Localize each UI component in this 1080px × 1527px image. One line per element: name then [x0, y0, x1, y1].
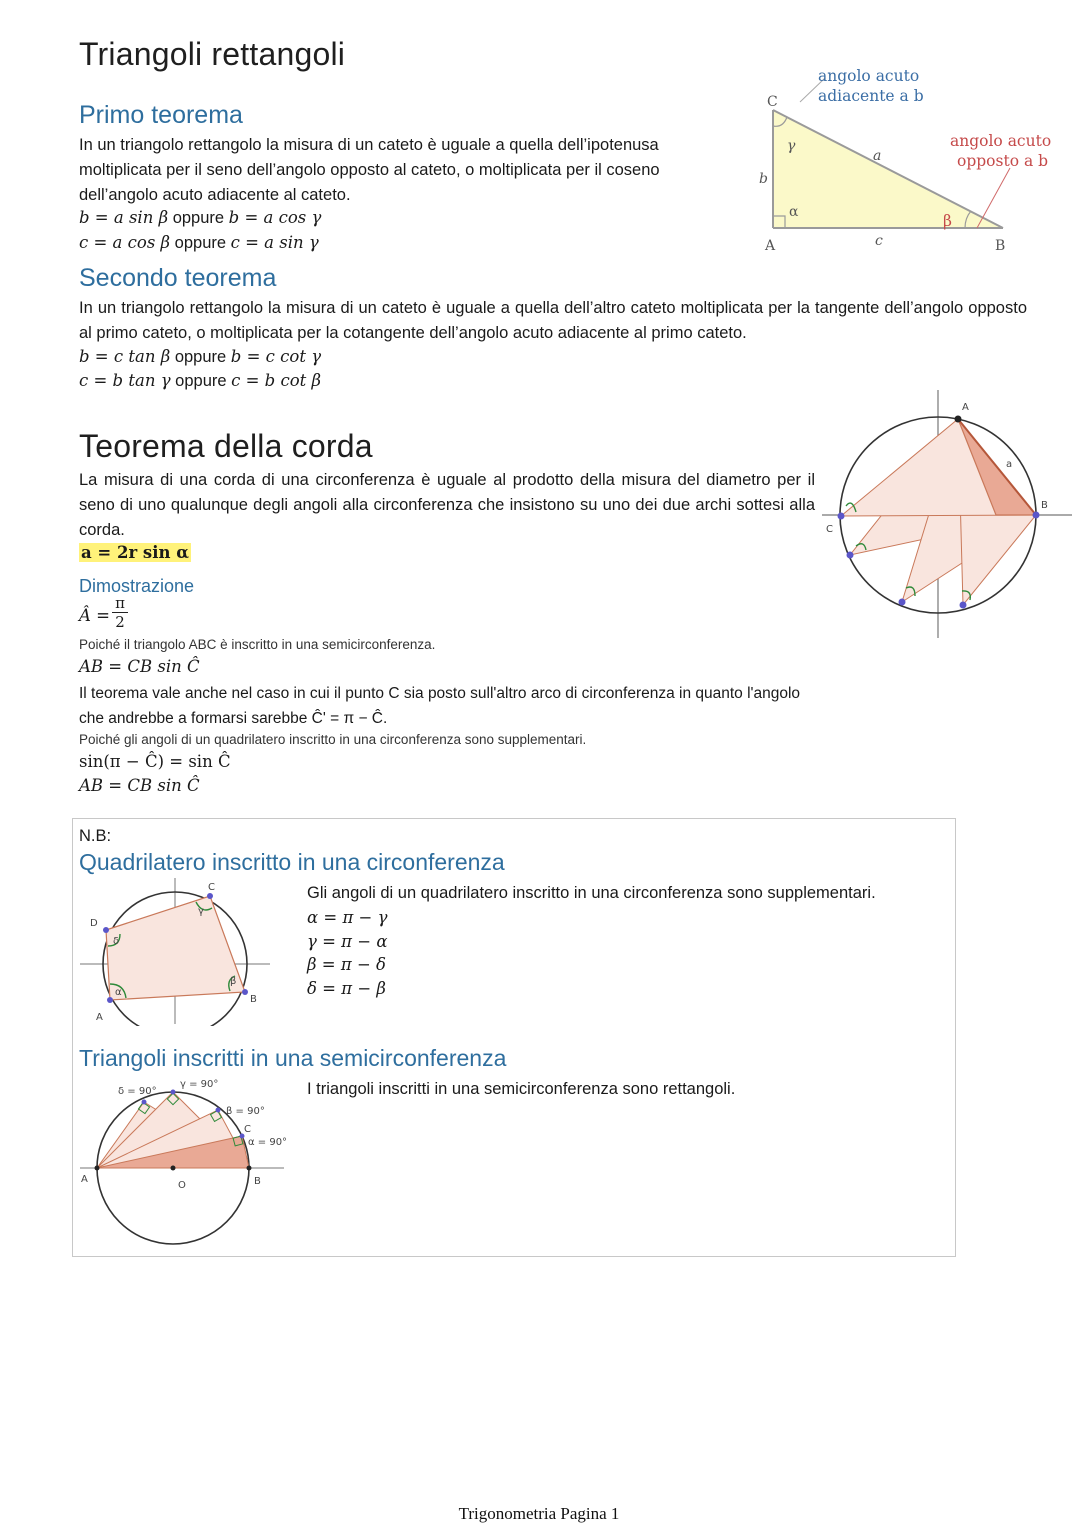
- page-title: Triangoli rettangoli: [79, 36, 346, 72]
- tri-text: I triangoli inscritti in una semicirconferenza sono rettangoli.: [307, 1080, 736, 1098]
- fraction-numerator: π: [115, 594, 125, 612]
- point-C1: [847, 552, 854, 559]
- side-c-label: c: [875, 233, 883, 249]
- label-beta-90: β = 90°: [226, 1106, 265, 1117]
- label-beta: β: [230, 976, 237, 987]
- point-B: [242, 989, 248, 995]
- label-O: O: [178, 1180, 186, 1191]
- point-delta: [142, 1100, 147, 1105]
- point-A: [95, 1166, 100, 1171]
- label-gamma-90: γ = 90°: [180, 1079, 219, 1090]
- pointer-opposite: [977, 168, 1010, 228]
- label-gamma: γ: [198, 906, 204, 917]
- point-B: [1033, 512, 1040, 519]
- page-footer: Trigonometria Pagina 1: [458, 1504, 620, 1523]
- secondo-teorema-text: In un triangolo rettangolo la misura di un cateto è uguale a quella dell’altro cateto moltiplicata per la tangente dell’angolo opposto al primo cateto, o moltiplicata per la cotangente dell’angolo acuto adiacente al primo cateto.: [79, 299, 1027, 342]
- label-A: A: [96, 1012, 103, 1023]
- heading-triangoli-semicirconferenza: Triangoli inscritti in una semicirconferenza: [79, 1045, 507, 1071]
- quad-eq-4: δ = π − β: [307, 979, 386, 998]
- label-D: D: [90, 918, 98, 929]
- vertex-B: B: [995, 238, 1006, 254]
- right-triangle-figure: [745, 60, 1070, 260]
- nb-label: N.B:: [79, 827, 112, 845]
- dimostrazione-heading: Dimostrazione: [79, 576, 195, 596]
- eq-ab-2: AB = CB sin Ĉ: [79, 776, 200, 795]
- corda-text-2: Il teorema vale anche nel caso in cui il punto C sia posto sull'altro arco di circonferenza in quanto l'angolo che andrebbe a formarsi sarebbe Ĉ' = π − Ĉ.: [79, 685, 801, 727]
- label-opposite-line2: opposto a b: [957, 152, 1049, 170]
- vertex-C: C: [767, 94, 778, 110]
- label-alpha-90: α = 90°: [248, 1137, 288, 1148]
- label-C: C: [208, 882, 215, 893]
- secondo-formula-1: b = c tan β oppure b = c cot γ: [79, 347, 322, 366]
- note-supplementari: Poiché gli angoli di un quadrilatero inscritto in una circonferenza sono supplementari.: [79, 732, 587, 747]
- quad-eq-3: β = π − δ: [307, 955, 386, 974]
- quad-eq-2: γ = π − α: [307, 932, 388, 951]
- point-O: [171, 1166, 176, 1171]
- label-opposite-line1: angolo acuto: [950, 132, 1052, 150]
- gamma-label: γ: [787, 138, 796, 154]
- primo-formula-2: c = a cos β oppure c = a sin γ: [79, 233, 319, 252]
- point-B: [247, 1166, 252, 1171]
- secondo-formula-2: c = b tan γ oppure c = b cot β: [79, 371, 322, 390]
- primo-teorema-text: In un triangolo rettangolo la misura di un cateto è uguale a quella dell’ipotenusa moltiplicata per il seno dell’angolo opposto al cateto, o moltiplicata per il coseno dell’angolo acuto adiacente al cateto.: [79, 136, 660, 204]
- eq-sin: sin(π − Ĉ) = sin Ĉ: [79, 752, 231, 771]
- label-adjacent-line2: adiacente a b: [818, 87, 924, 105]
- heading-teorema-corda: Teorema della corda: [79, 428, 373, 464]
- label-B: B: [250, 994, 257, 1005]
- point-C: [207, 893, 213, 899]
- beta-label: β: [943, 212, 952, 230]
- label-a: a: [1006, 459, 1013, 470]
- label-A: A: [81, 1174, 88, 1185]
- label-alpha: α: [115, 987, 122, 998]
- point-A: [107, 997, 113, 1003]
- point-beta: [216, 1108, 221, 1113]
- a-hat-label: Â =: [79, 606, 110, 625]
- vertex-A: A: [765, 238, 776, 254]
- point-gamma: [171, 1090, 176, 1095]
- point-D: [103, 927, 109, 933]
- quadrilateral-figure: [78, 876, 273, 1026]
- fraction-pi-over-2: [112, 594, 128, 631]
- point-C3: [960, 602, 967, 609]
- semicircle-figure: [78, 1074, 288, 1250]
- primo-formula-1: b = a sin β oppure b = a cos γ: [79, 208, 322, 227]
- quad-text: Gli angoli di un quadrilatero inscritto in una circonferenza sono supplementari.: [307, 884, 876, 902]
- side-b-label: b: [759, 171, 768, 187]
- label-B: B: [1041, 500, 1048, 511]
- heading-primo-teorema: Primo teorema: [79, 101, 243, 129]
- label-A: A: [962, 402, 969, 413]
- eq-ab-1: AB = CB sin Ĉ: [79, 657, 200, 676]
- label-adjacent-line1: angolo acuto: [818, 67, 920, 85]
- label-delta: δ: [113, 936, 120, 947]
- point-A: [955, 416, 962, 423]
- label-delta-90: δ = 90°: [118, 1086, 157, 1097]
- note-inscritto: Poiché il triangolo ABC è inscritto in una semicirconferenza.: [79, 637, 436, 652]
- label-B: B: [254, 1176, 261, 1187]
- heading-secondo-teorema: Secondo teorema: [79, 264, 277, 292]
- label-C: C: [244, 1124, 251, 1135]
- corda-text: La misura di una corda di una circonferenza è uguale al prodotto della misura del diametro per il seno di uno qualunque degli angoli alla circonferenza che insistono su uno dei due archi sottesi alla corda.: [79, 471, 815, 539]
- corda-formula: a = 2r sin α: [81, 543, 189, 562]
- side-a-label: a: [873, 148, 882, 164]
- chord-theorem-figure: [820, 388, 1075, 640]
- point-C4: [838, 513, 845, 520]
- point-C2: [899, 599, 906, 606]
- heading-quadrilatero: Quadrilatero inscritto in una circonferenza: [79, 849, 505, 875]
- alpha-label: α: [789, 204, 799, 220]
- label-C: C: [826, 524, 833, 535]
- fraction-denominator: 2: [112, 612, 128, 631]
- quad-eq-1: α = π − γ: [307, 908, 388, 927]
